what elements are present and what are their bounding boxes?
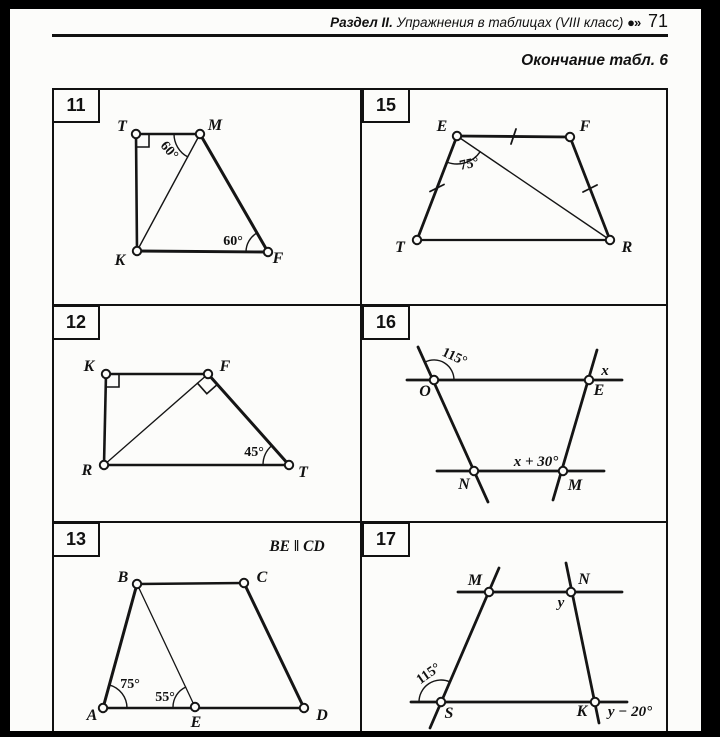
vertex-label-O: O <box>419 383 431 400</box>
vertex-label-E: E <box>593 382 605 399</box>
table-row-divider-1 <box>52 304 668 306</box>
vertex-label-K: K <box>114 252 126 269</box>
angle-value-at-F: 60° <box>223 234 243 249</box>
page-header <box>330 11 668 32</box>
angle-value-at-T: 45° <box>244 445 264 460</box>
angle-arc-at-E <box>173 687 186 707</box>
angle-value-at-E: 55° <box>155 690 175 705</box>
table-border-right <box>666 88 668 731</box>
table-row-divider-2 <box>52 521 668 523</box>
vertex-label-F: F <box>272 250 284 267</box>
angle-value-at-S: 115° <box>413 660 444 688</box>
vertex-label-F: F <box>219 358 231 375</box>
exercise-number-12: 12 <box>52 305 100 340</box>
figure-16-lines <box>407 347 622 502</box>
figure-11-edges <box>136 134 268 252</box>
vertex-label-K: K <box>83 358 95 375</box>
angle-arc-at-F <box>246 233 257 252</box>
exercise-number-16: 16 <box>362 305 410 340</box>
vertex-label-S: S <box>444 705 454 722</box>
figure-15-edges <box>417 136 610 240</box>
figure-13-vertices <box>99 579 308 712</box>
right-angle-mark-at-F <box>198 383 218 394</box>
vertex-label-M: M <box>207 117 223 134</box>
angle-expression-x-plus-30: x + 30° <box>513 454 559 470</box>
table-column-divider <box>360 88 362 731</box>
vertex-label-T: T <box>298 464 308 481</box>
vertex-label-F: F <box>579 118 591 135</box>
vertex-label-N: N <box>458 476 470 493</box>
angle-variable-y: y <box>557 595 565 611</box>
vertex-label-R: R <box>621 239 633 256</box>
page-number: 71 <box>647 11 668 31</box>
vertex-label-E: E <box>436 118 448 135</box>
exercise-number-11: 11 <box>52 88 100 123</box>
figure-15-vertices <box>413 132 614 244</box>
angle-value-at-M: 60° <box>156 138 181 164</box>
exercise-number-13: 13 <box>52 522 100 557</box>
angle-expression-y-minus-20: y − 20° <box>607 704 653 720</box>
angle-value-at-O: 115° <box>439 345 470 370</box>
header-bullet-marker-icon: ●» <box>627 15 641 30</box>
vertex-label-T: T <box>117 118 127 135</box>
vertex-label-T: T <box>395 239 405 256</box>
table-continuation-caption: Окончание табл. 6 <box>521 52 668 69</box>
vertex-label-D: D <box>316 707 328 724</box>
exercise-number-17: 17 <box>362 522 410 557</box>
vertex-label-K: K <box>576 703 588 720</box>
vertex-label-A: A <box>86 707 98 724</box>
angle-value-at-A: 75° <box>120 677 140 692</box>
header-rule <box>52 34 668 37</box>
angle-value-at-E: 75° <box>458 155 481 174</box>
vertex-label-E: E <box>190 714 202 731</box>
header-section-title: Раздел II. <box>330 15 393 30</box>
angle-arc-at-T <box>263 446 272 465</box>
vertex-label-M: M <box>467 572 483 589</box>
vertex-label-C: C <box>256 569 268 586</box>
vertex-label-M: M <box>567 477 583 494</box>
vertex-label-R: R <box>81 462 93 479</box>
condition-BE-parallel-CD: BE ‖ CD <box>269 538 325 555</box>
header-chapter-title: Упражнения в таблицах (VIII класс) <box>396 15 624 30</box>
exercise-number-15: 15 <box>362 88 410 123</box>
vertex-label-N: N <box>578 571 590 588</box>
vertex-label-B: B <box>117 569 129 586</box>
angle-variable-x: x <box>601 363 609 379</box>
